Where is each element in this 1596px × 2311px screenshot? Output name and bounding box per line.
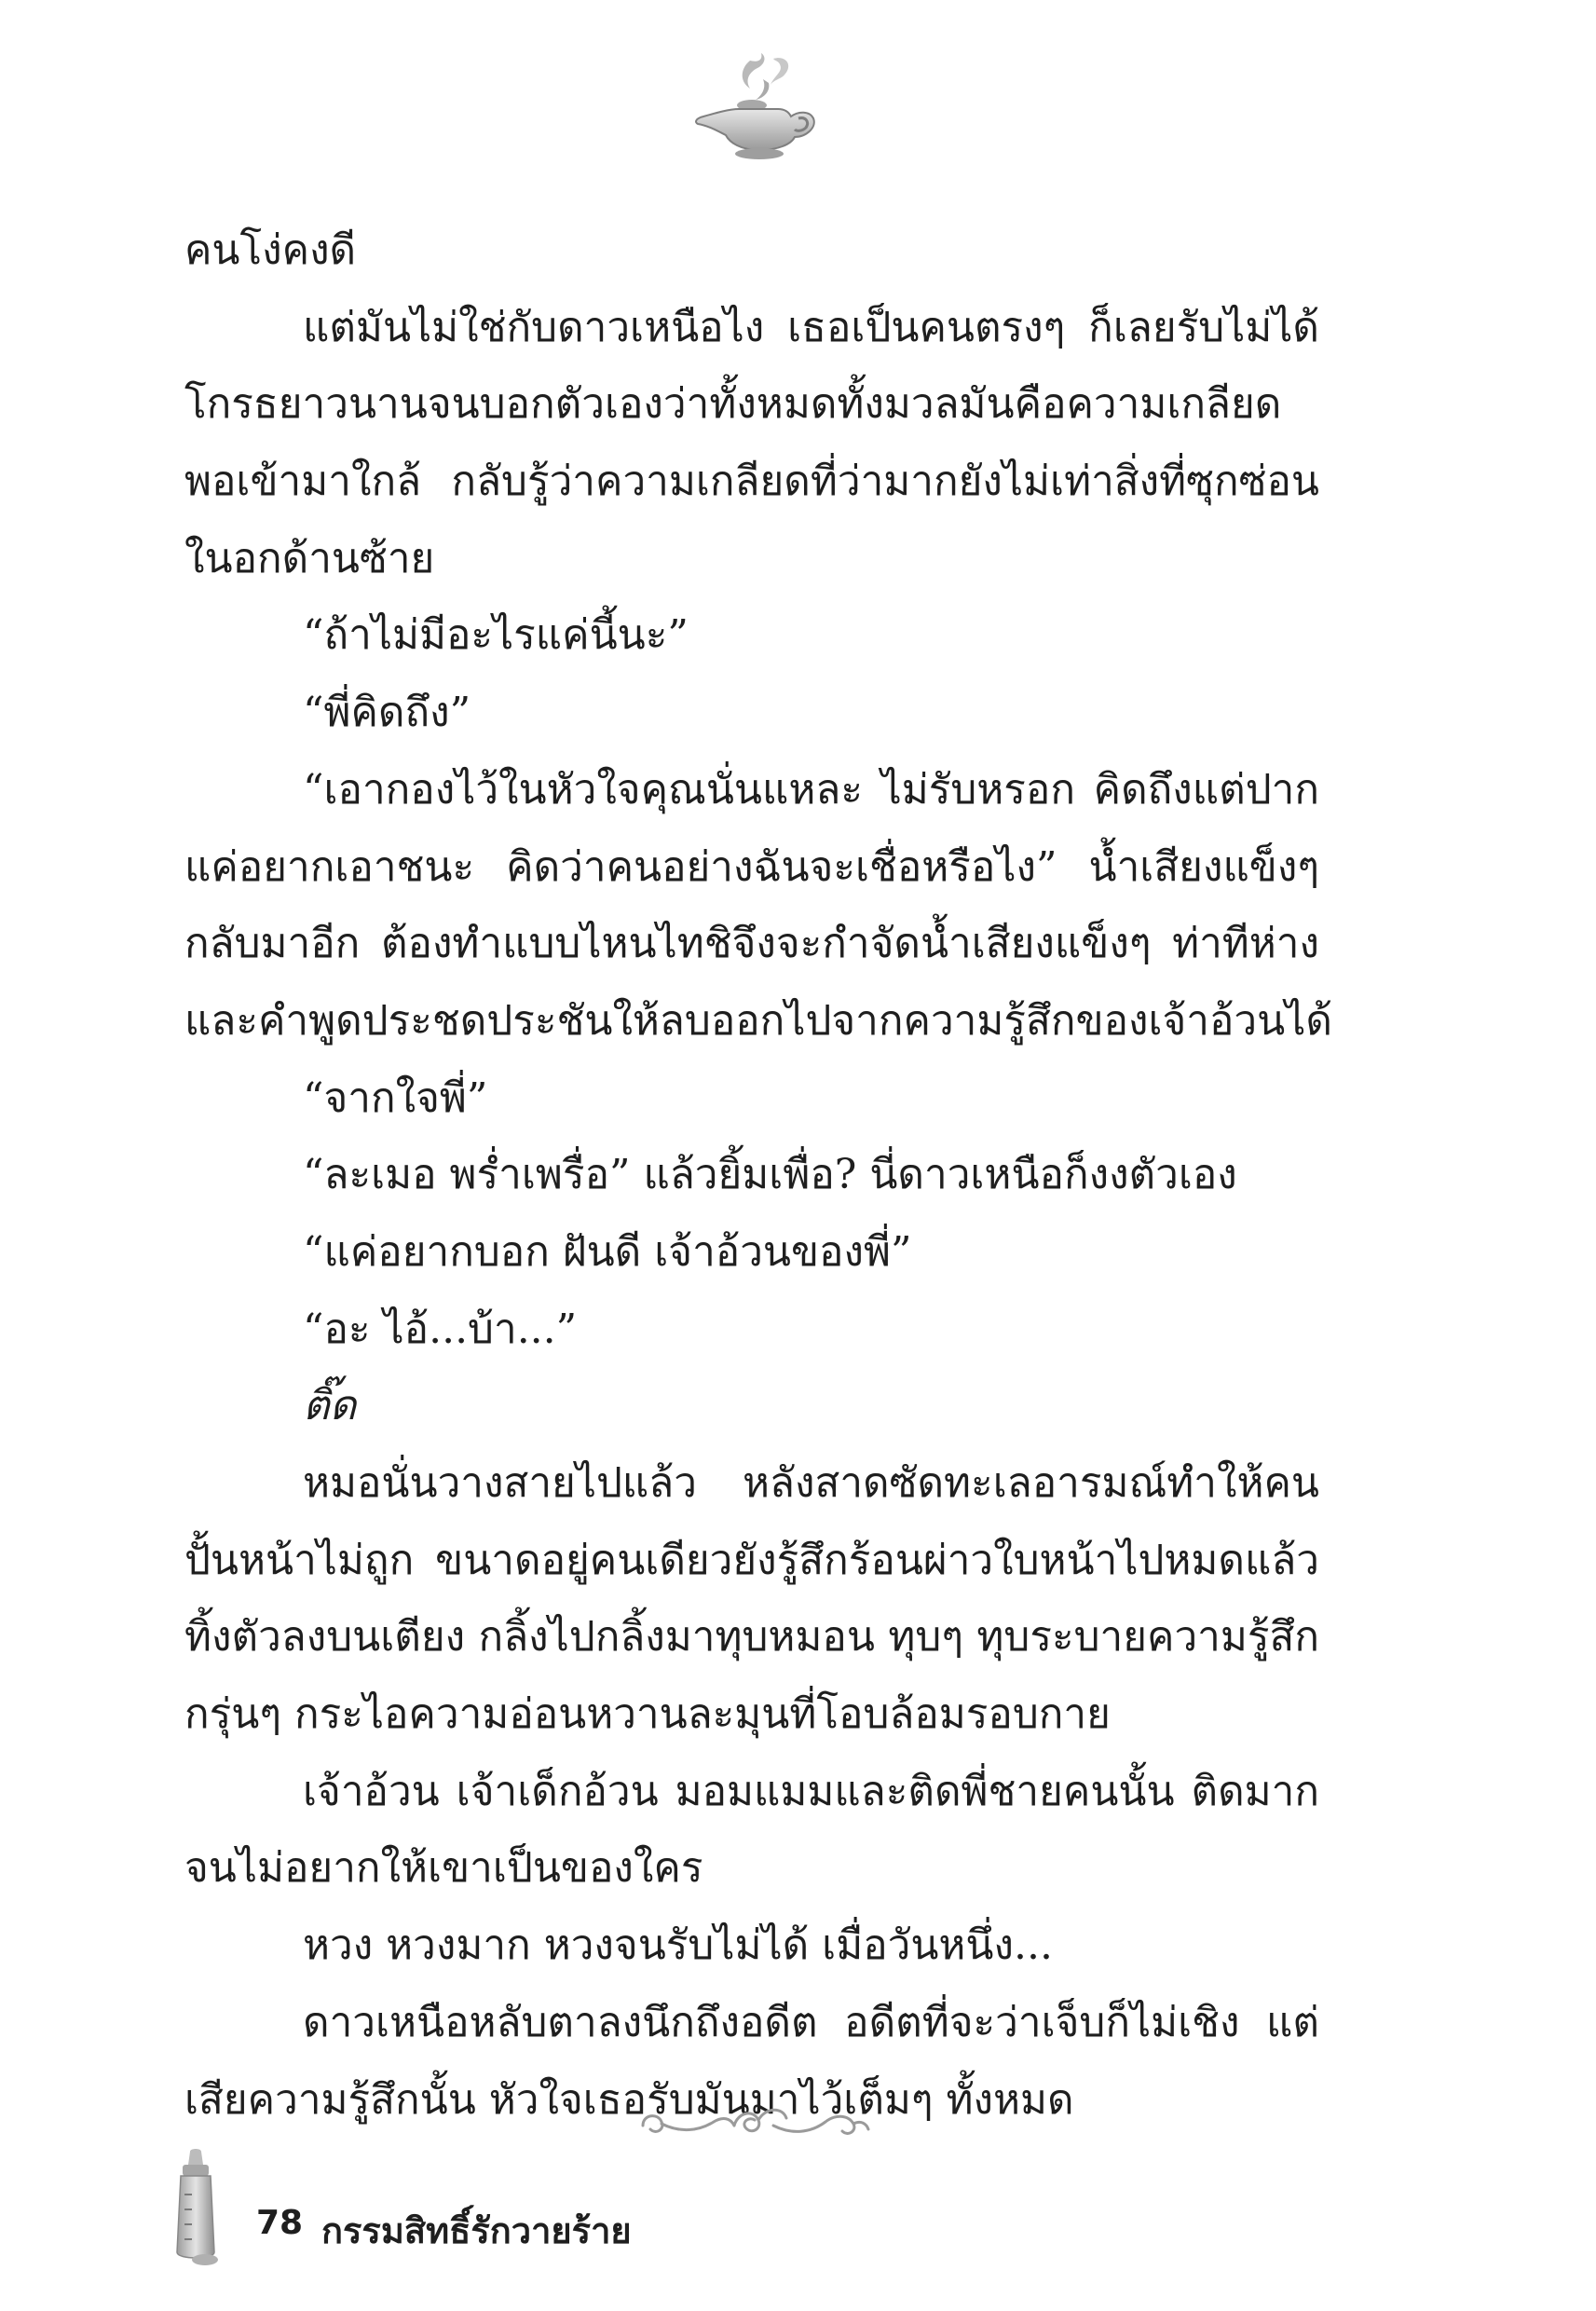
text-line: คนโง่คงดี (184, 226, 357, 274)
text-line: “ละเมอ พร่ำเพรื่อ” แล้วยิ้มเพื่อ? นี่ดาวเหนือก็งงตัวเอง (303, 1151, 1237, 1199)
text-line: โกรธยาวนานจนบอกตัวเองว่าทั้งหมดทั้งมวลมันคือความเกลียด (184, 380, 1282, 429)
text-line: ปั้นหน้าไม่ถูก ขนาดอยู่คนเดียวยังรู้สึกร้อนผ่าวใบหน้าไปหมดแล้ว (184, 1536, 1319, 1584)
page-number: 78 (256, 2204, 304, 2242)
story-text (184, 212, 1332, 2139)
text-line: หวง หวงมาก หวงจนรับไม่ได้ เมื่อวันหนึ่ง... (303, 1921, 1053, 1970)
text-line: ติ๊ด (303, 1382, 357, 1430)
text-line: ทิ้งตัวลงบนเตียง กลิ้งไปกลิ้งมาทุบหมอน ทุบๆ ทุบระบายความรู้สึก (184, 1613, 1319, 1661)
book-title: กรรมสิทธิ์รักวายร้าย (321, 2210, 632, 2251)
text-line: พอเข้ามาใกล้ กลับรู้ว่าความเกลียดที่ว่ามากยังไม่เท่าสิ่งที่ซุกซ่อน (184, 458, 1319, 506)
text-line: กลับมาอีก ต้องทำแบบไหนไทชิจึงจะกำจัดน้ำเสียงแข็งๆ ท่าทีห่าง (184, 920, 1319, 968)
text-line: และคำพูดประชดประชันให้ลบออกไปจากความรู้สึกของเจ้าอ้วนได้ (184, 996, 1332, 1045)
baby-bottle-icon (168, 2148, 224, 2267)
text-line: “จากใจพี่” (303, 1073, 488, 1122)
genie-lamp-icon (685, 51, 825, 163)
text-line: จนไม่อยากให้เขาเป็นของใคร (184, 1844, 703, 1893)
text-line: “เอากองไว้ในหัวใจคุณนั่นแหละ ไม่รับหรอก คิดถึงแต่ปาก (303, 765, 1319, 814)
text-line: เสียความรู้สึกนั้น หัวใจเธอรับมันมาไว้เต็มๆ ทั้งหมด (184, 2075, 1074, 2124)
text-line: ดาวเหนือหลับตาลงนึกถึงอดีต อดีตที่จะว่าเจ็บก็ไม่เชิง แต่ (303, 1998, 1319, 2046)
text-line: กรุ่นๆ กระไอความอ่อนหวานละมุนที่โอบล้อมรอบกาย (184, 1690, 1111, 1739)
text-line: เจ้าอ้วน เจ้าเด็กอ้วน มอมแมมและติดพี่ชายคนนั้น ติดมาก (303, 1767, 1319, 1815)
text-line: แต่มันไม่ใช่กับดาวเหนือไง เธอเป็นคนตรงๆ ก็เลยรับไม่ได้ (303, 303, 1319, 351)
text-line: แค่อยากเอาชนะ คิดว่าคนอย่างฉันจะเชื่อหรือไง” น้ำเสียงแข็งๆ (184, 842, 1319, 891)
text-line: “แค่อยากบอก ฝันดี เจ้าอ้วนของพี่” (303, 1227, 912, 1276)
text-line: “ถ้าไม่มีอะไรแค่นี้นะ” (303, 611, 689, 660)
flourish-divider-icon (634, 2101, 876, 2144)
text-line: หมอนั่นวางสายไปแล้ว หลังสาดซัดทะเลอารมณ์ทำให้คน (303, 1459, 1319, 1507)
text-line: “พี่คิดถึง” (303, 689, 471, 737)
page-footer (168, 2148, 913, 2269)
text-line: ในอกด้านซ้าย (184, 534, 435, 582)
text-line: “อะ ไอ้...บ้า...” (303, 1305, 578, 1353)
